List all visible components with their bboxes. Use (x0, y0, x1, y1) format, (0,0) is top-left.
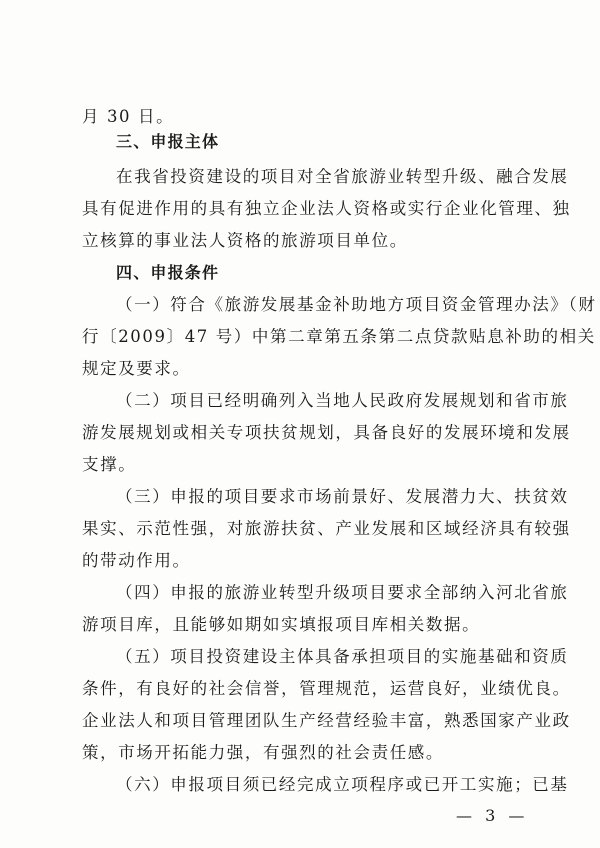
text-line-12: 支撑。 (82, 455, 137, 474)
section-heading-conditions: 四、申报条件 (116, 263, 220, 282)
page-number: — 3 — (456, 806, 529, 825)
text-line-4: 具有促进作用的具有独立企业法人资格或实行企业化管理、独 (82, 199, 571, 218)
text-line-1: 月 30 日。 (82, 107, 175, 126)
text-line-15: 的带动作用。 (82, 551, 191, 570)
text-line-21: 策，市场开拓能力强，有强烈的社会责任感。 (82, 743, 444, 762)
text-line-7: （一）符合《旅游发展基金补助地方项目资金管理办法》（财 (116, 295, 597, 314)
text-line-22: （六）申报项目须已经完成立项程序或已开工实施；已基 (116, 775, 569, 794)
text-line-18: （五）项目投资建设主体具备承担项目的实施基础和资质 (116, 647, 569, 666)
text-line-13: （三）申报的项目要求市场前景好、发展潜力大、扶贫效 (116, 487, 569, 506)
text-line-8: 行〔2009〕47 号）中第二章第五条第二点贷款贴息补助的相关 (82, 327, 596, 346)
text-line-11: 游发展规划或相关专项扶贫规划，具备良好的发展环境和发展 (82, 423, 571, 442)
text-line-3: 在我省投资建设的项目对全省旅游业转型升级、融合发展 (116, 167, 569, 186)
text-line-14: 果实、示范性强，对旅游扶贫、产业发展和区域经济具有较强 (82, 519, 571, 538)
text-line-5: 立核算的事业法人资格的旅游项目单位。 (82, 231, 408, 250)
text-line-20: 企业法人和项目管理团队生产经营经验丰富，熟悉国家产业政 (82, 711, 571, 730)
text-line-9: 规定及要求。 (82, 359, 191, 378)
section-heading-applicant: 三、申报主体 (116, 132, 220, 151)
text-line-10: （二）项目已经明确列入当地人民政府发展规划和省市旅 (116, 391, 569, 410)
text-line-19: 条件，有良好的社会信誉，管理规范，运营良好，业绩优良。 (82, 679, 571, 698)
text-line-16: （四）申报的旅游业转型升级项目要求全部纳入河北省旅 (116, 583, 569, 602)
text-line-17: 游项目库，且能够如期如实填报项目库相关数据。 (82, 615, 481, 634)
